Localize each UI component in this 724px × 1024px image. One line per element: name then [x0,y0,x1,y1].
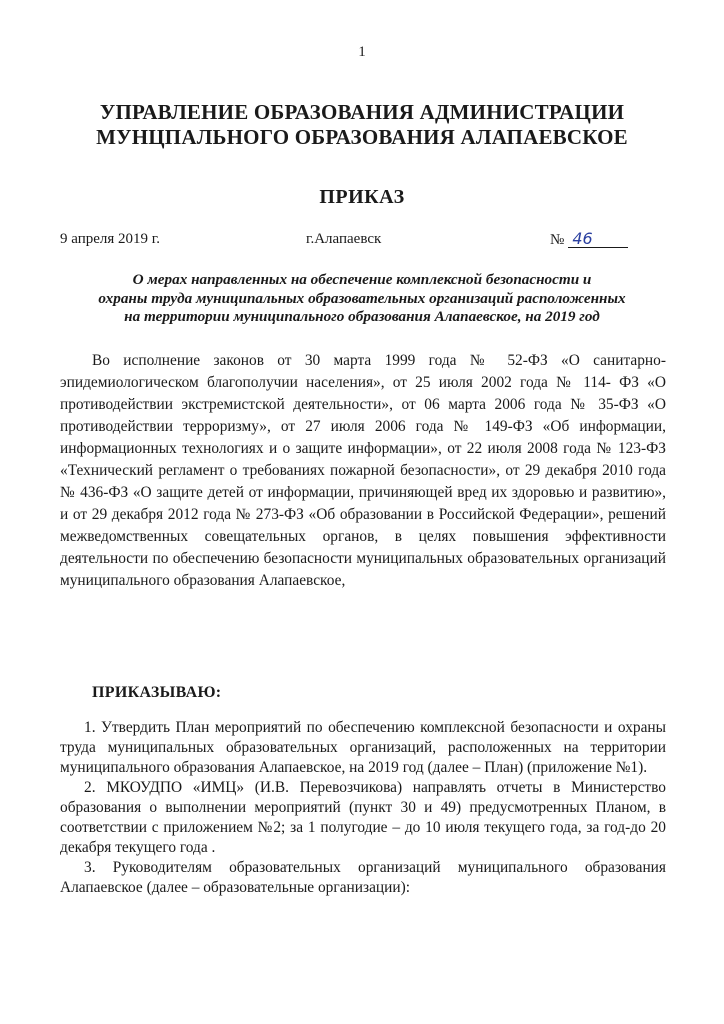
order-subject-line-3: на территории муниципального образования Алапаевское, на 2019 год [124,308,600,325]
order-subject [62,271,662,327]
organization-title-line-1: УПРАВЛЕНИЕ ОБРАЗОВАНИЯ АДМИНИСТРАЦИИ [99,100,625,124]
order-number-label: № [550,232,565,248]
order-number-value: 46 [568,231,628,248]
order-item: 3. Руководителям образовательных организаций муниципального образования Алапаевское (далее – образовательные организации): [60,859,666,896]
order-item: 2. МКОУДПО «ИМЦ» (И.В. Перевозчикова) направлять отчеты в Министерство образования о выполнении мероприятий (пункт 30 и 49) предусмотренных Планом, в соответствии с приложением №2; за 1 полугодие – до 10 июля текущего года, за год-до 20 декабря текущего года . [60,779,666,856]
order-item: 1. Утвердить План мероприятий по обеспечению комплексной безопасности и охраны труда муниципальных образовательных организаций, расположенных на территории муниципального образования Алапаевское, на 2019 год (далее – План) (приложение №1). [60,719,666,776]
preamble-paragraph: Во исполнение законов от 30 марта 1999 года № 52-ФЗ «О санитарно-эпидемиологическом благополучии населения», от 25 июля 2002 года № 114- ФЗ «О противодействии экстремистской деятельности», от 06 марта 2006 года № 35-ФЗ «О противодействии терроризму», от 27 июля 2006 года № 149-ФЗ «Об информации, информационных технологиях и о защите информации», от 22 июля 2008 года № 123-ФЗ «Технический регламент о требованиях пожарной безопасности», от 29 декабря 2010 года № 436-ФЗ «О защите детей от информации, причиняющей вред их здоровью и развитию», и от 29 декабря 2012 года № 273-ФЗ «Об образовании в Российской Федерации», решений межведомственных совещательных органов, в целях повышения эффективности деятельности по обеспечению безопасности муниципальных образовательных организаций муниципального образования Алапаевское, [60,352,666,589]
order-directive-heading: ПРИКАЗЫВАЮ: [92,684,222,701]
order-subject-line-2: охраны труда муниципальных образовательных организаций расположенных [98,289,626,307]
order-number [550,231,628,249]
organization-title-line-2: МУНЦПАЛЬНОГО ОБРАЗОВАНИЯ АЛАПАЕВСКОЕ [96,125,628,149]
organization-title [60,100,664,150]
order-city: г.Алапаевск [306,231,382,247]
order-items-list [60,718,666,898]
order-meta-row [60,231,680,253]
page-number: 1 [358,44,366,60]
document-type-heading: ПРИКАЗ [319,186,405,208]
order-date: 9 апреля 2019 г. [60,231,160,247]
order-subject-line-1: О мерах направленных на обеспечение комплексной безопасности и [132,271,592,288]
